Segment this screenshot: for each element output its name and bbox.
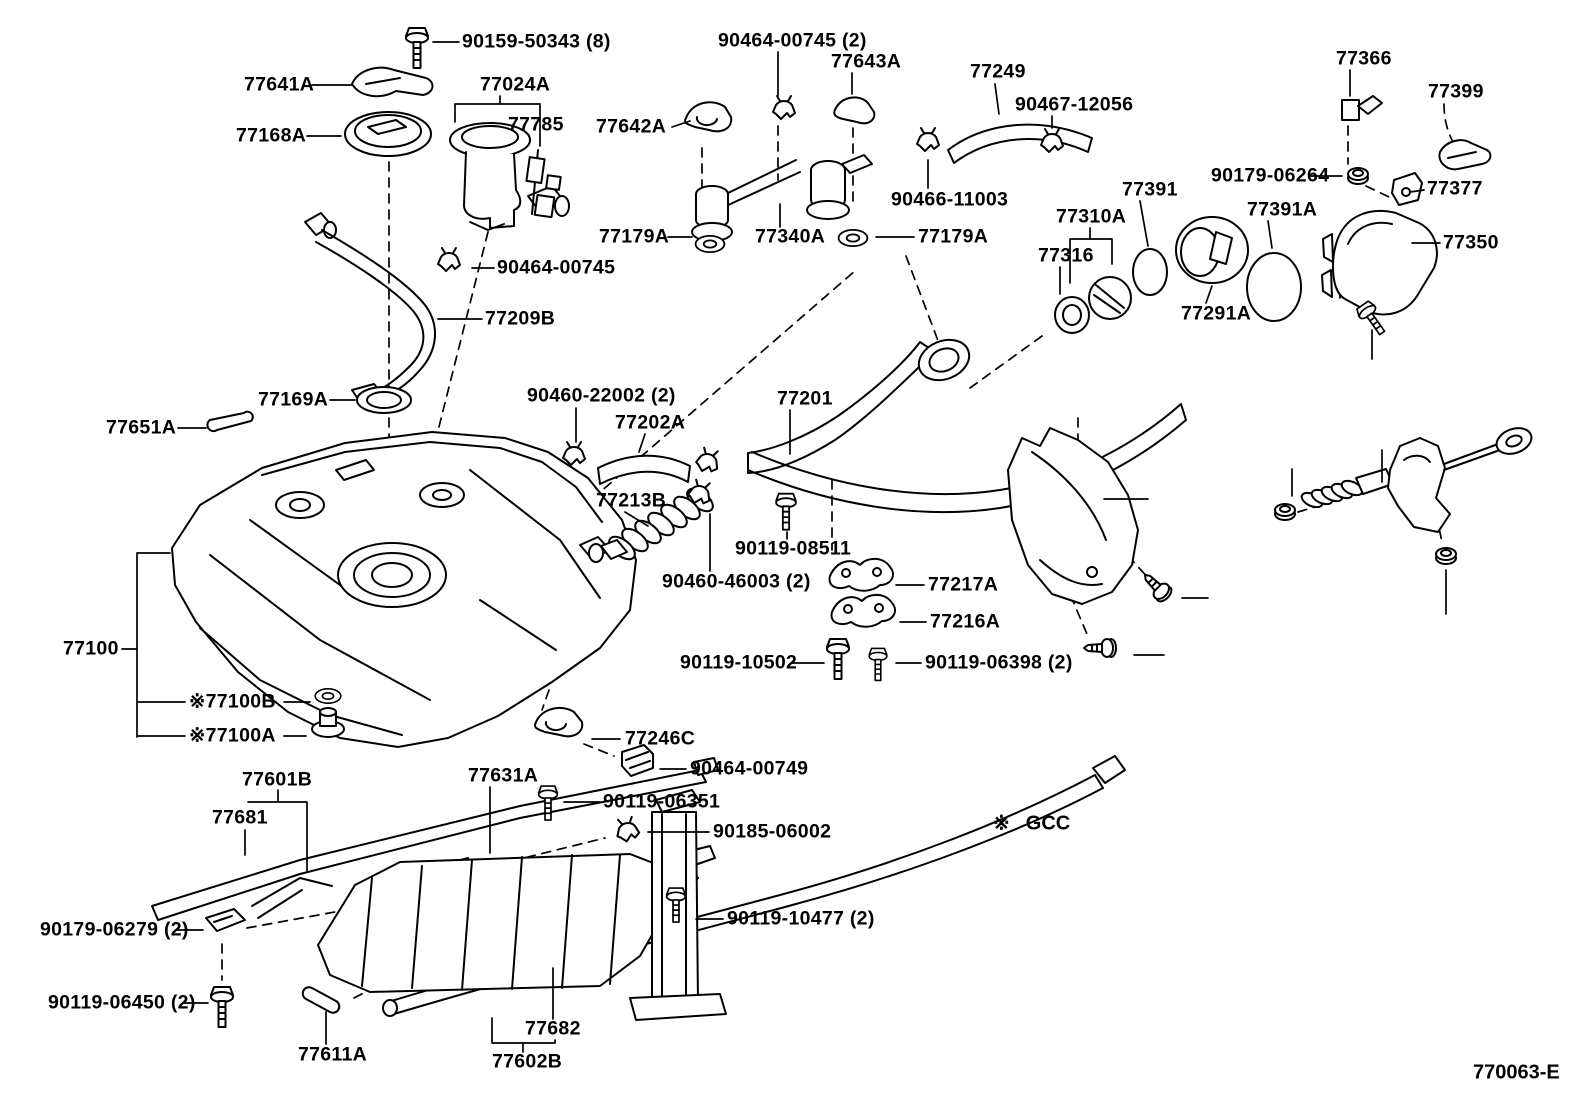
- part-label-77602b: 77602B: [492, 1050, 563, 1073]
- part-label-90467-12056: 90467-12056: [1015, 93, 1134, 116]
- part-label-77366: 77366: [1336, 47, 1392, 70]
- part-label-77316: 77316: [1038, 244, 1094, 267]
- part-label-77310a: 77310A: [1056, 205, 1127, 228]
- part-label-77377: 77377: [1427, 177, 1483, 200]
- part-label-77216a: 77216A: [930, 610, 1001, 633]
- market-note: [993, 811, 1070, 836]
- part-label-77391a: 77391A: [1247, 198, 1318, 221]
- part-label-90119-10502: 90119-10502: [680, 651, 798, 674]
- part-label-90179-06264: 90179-06264: [1211, 164, 1330, 187]
- part-label-90460-22002-2: 90460-22002 (2): [527, 384, 676, 407]
- part-label-90179-06279-2: 90179-06279 (2): [40, 918, 189, 941]
- part-label-77785: 77785: [508, 113, 564, 136]
- part-label-90464-00749: 90464-00749: [690, 757, 809, 780]
- part-label-90464-00745: 90464-00745: [497, 256, 616, 279]
- part-label-77209b: 77209B: [485, 307, 556, 330]
- part-label-77100a: ※77100A: [189, 724, 276, 747]
- part-label-77651a: 77651A: [106, 416, 177, 439]
- part-label-77168a: 77168A: [236, 124, 307, 147]
- part-label-90119-10477-2: 90119-10477 (2): [727, 907, 875, 930]
- part-label-77169a: 77169A: [258, 388, 329, 411]
- part-label-77213b: 77213B: [596, 489, 667, 512]
- part-label-77202a: 77202A: [615, 411, 686, 434]
- part-label-77642a: 77642A: [596, 115, 667, 138]
- part-label-77682: 77682: [525, 1017, 581, 1040]
- part-label-90185-06002: 90185-06002: [713, 820, 832, 843]
- part-label-77201: 77201: [777, 387, 833, 410]
- part-label-77350: 77350: [1443, 231, 1499, 254]
- part-label-90464-00745-2: 90464-00745 (2): [718, 29, 867, 52]
- part-label-77643a: 77643A: [831, 50, 902, 73]
- note-text: GCC: [1025, 812, 1071, 835]
- note-asterisk-symbol: ※: [993, 812, 1010, 835]
- part-label-77246c: 77246C: [625, 727, 696, 750]
- part-label-77631a: 77631A: [468, 764, 539, 787]
- part-label-77611a: 77611A: [298, 1043, 368, 1066]
- part-label-77100: 77100: [63, 637, 119, 660]
- part-label-77100b: ※77100B: [189, 690, 276, 713]
- part-label-77641a: 77641A: [244, 73, 315, 96]
- part-label-90460-46003-2: 90460-46003 (2): [662, 570, 811, 593]
- part-label-90119-06450-2: 90119-06450 (2): [48, 991, 196, 1014]
- part-label-90119-08511: 90119-08511: [735, 537, 852, 560]
- part-label-77217a: 77217A: [928, 573, 999, 596]
- part-label-77340a: 77340A: [755, 225, 826, 248]
- part-label-90466-11003: 90466-11003: [891, 188, 1009, 211]
- part-label-77179a: 77179A: [599, 225, 670, 248]
- drawing-number: 770063-E: [1473, 1061, 1560, 1084]
- part-label-90119-06351: 90119-06351: [603, 790, 721, 813]
- part-label-77249: 77249: [970, 60, 1026, 83]
- part-label-77179a-2: 77179A: [918, 225, 989, 248]
- part-label-77024a: 77024A: [480, 73, 551, 96]
- part-label-77681: 77681: [212, 806, 268, 829]
- part-label-77291a: 77291A: [1181, 302, 1252, 325]
- part-label-77399: 77399: [1428, 80, 1484, 103]
- part-label-77601b: 77601B: [242, 768, 313, 791]
- part-label-90159-50343-8: 90159-50343 (8): [462, 30, 611, 53]
- part-label-90119-06398-2: 90119-06398 (2): [925, 651, 1073, 674]
- part-label-77391: 77391: [1122, 178, 1178, 201]
